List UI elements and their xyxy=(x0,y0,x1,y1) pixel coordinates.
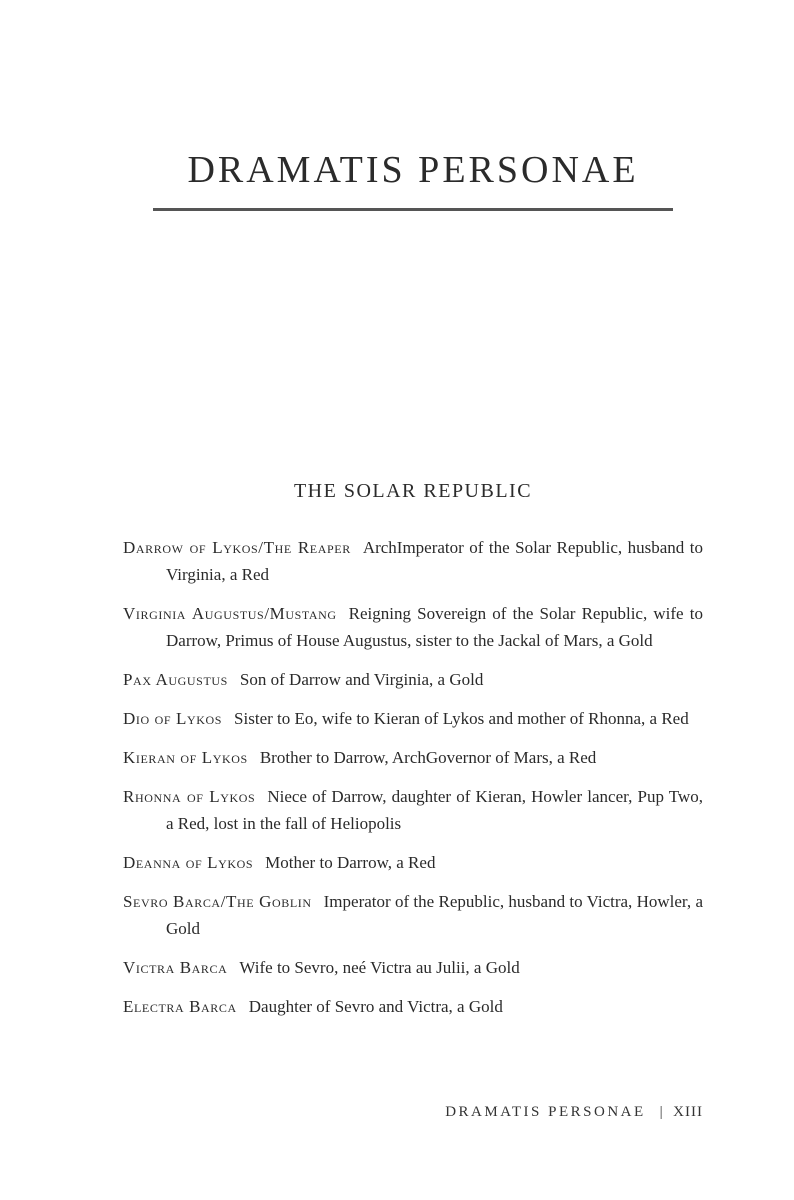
character-description: Brother to Darrow, ArchGovernor of Mars, a Red xyxy=(259,748,597,767)
character-name: Dio of Lykos xyxy=(123,709,223,728)
character-description: Imperator of the Republic, husband to Victra, Howler, a Gold xyxy=(166,892,703,938)
character-name: Electra Barca xyxy=(123,997,237,1016)
character-entry xyxy=(123,600,703,654)
character-entry xyxy=(123,993,703,1020)
character-entry xyxy=(123,666,703,693)
character-description: Daughter of Sevro and Victra, a Gold xyxy=(248,997,503,1016)
character-entry xyxy=(123,534,703,588)
character-entry xyxy=(123,744,703,771)
character-name: Rhonna of Lykos xyxy=(123,787,256,806)
page-title: DRAMATIS PERSONAE xyxy=(187,149,639,191)
running-head: DRAMATIS PERSONAE xyxy=(445,1104,646,1120)
character-entry xyxy=(123,849,703,876)
character-name: Virginia Augustus/Mustang xyxy=(123,604,337,623)
character-name: Kieran of Lykos xyxy=(123,748,248,767)
character-description: Niece of Darrow, daughter of Kieran, Howler lancer, Pup Two, a Red, lost in the fall of Heliopolis xyxy=(166,787,703,833)
page-number: XIII xyxy=(673,1104,703,1120)
character-list xyxy=(123,534,703,1032)
character-entry xyxy=(123,705,703,732)
character-description: ArchImperator of the Solar Republic, husband to Virginia, a Red xyxy=(166,538,703,584)
character-entry xyxy=(123,783,703,837)
character-name: Darrow of Lykos/The Reaper xyxy=(123,538,351,557)
character-name: Pax Augustus xyxy=(123,670,228,689)
section-heading: THE SOLAR REPUBLIC xyxy=(293,480,533,502)
character-description: Reigning Sovereign of the Solar Republic, wife to Darrow, Primus of House Augustus, sister to the Jackal of Mars, a Gold xyxy=(166,604,703,650)
character-name: Victra Barca xyxy=(123,958,228,977)
character-description: Mother to Darrow, a Red xyxy=(265,853,436,872)
character-description: Son of Darrow and Virginia, a Gold xyxy=(239,670,484,689)
character-description: Wife to Sevro, neé Victra au Julii, a Gold xyxy=(239,958,520,977)
title-rule xyxy=(153,208,673,211)
character-entry xyxy=(123,954,703,981)
character-description: Sister to Eo, wife to Kieran of Lykos and mother of Rhonna, a Red xyxy=(234,709,689,728)
running-footer xyxy=(445,1104,703,1121)
character-name: Sevro Barca/The Goblin xyxy=(123,892,312,911)
character-entry xyxy=(123,888,703,942)
character-name: Deanna of Lykos xyxy=(123,853,254,872)
footer-separator: | xyxy=(659,1104,666,1120)
